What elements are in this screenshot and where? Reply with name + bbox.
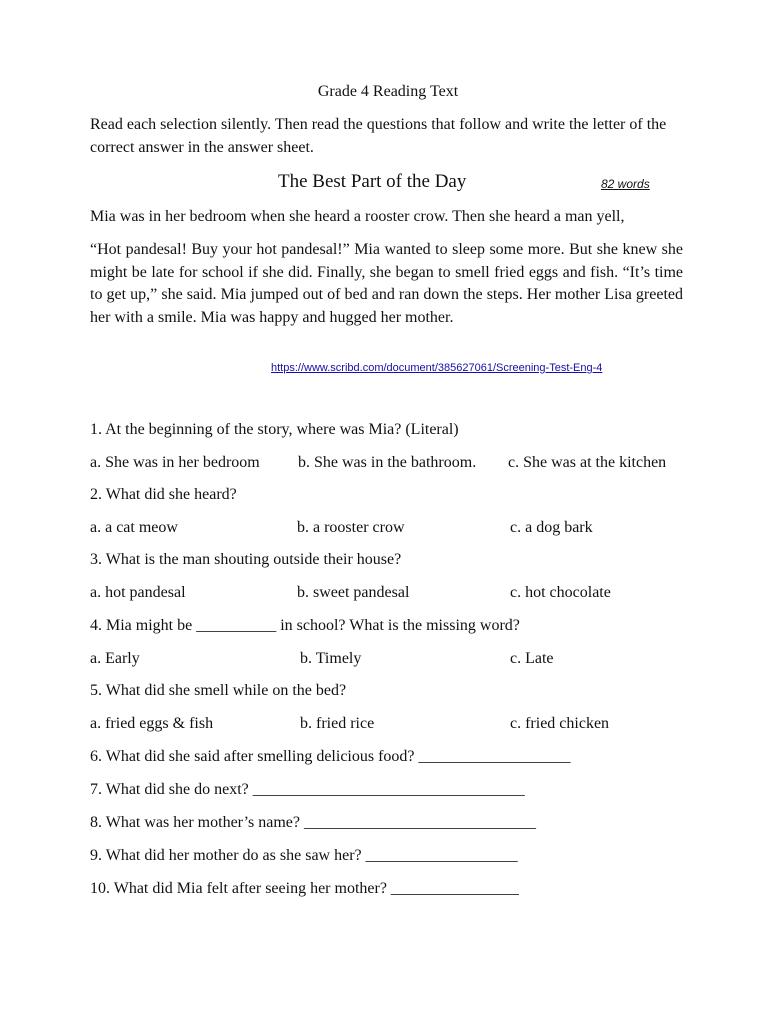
choices-1 — [90, 454, 690, 478]
choice-5c: c. fried chicken — [510, 715, 610, 732]
choices-2 — [90, 519, 690, 543]
question-8: 8. What was her mother’s name? _____________________________ — [90, 814, 537, 831]
instructions: Read each selection silently. Then read the questions that follow and write the letter of the correct answer in the answer sheet. — [90, 116, 667, 156]
story-body: “Hot pandesal! Buy your hot pandesal!” Mia wanted to sleep some more. But she knew she might be late for school if she did. Finally, she began to smell fried eggs and fish. “It’s time to get up,” she said. Mia jumped out of bed and ran down the steps. Her mother Lisa greeted her with a smile. Mia was happy and hugged her mother. — [90, 241, 683, 326]
question-6: 6. What did she said after smelling delicious food? ___________________ — [90, 748, 571, 765]
choice-1c: c. She was at the kitchen — [508, 454, 667, 471]
choice-4c: c. Late — [510, 650, 554, 667]
word-count: 82 words — [601, 177, 650, 191]
source-link[interactable]: https://www.scribd.com/document/385627061/Screening-Test-Eng-4 — [271, 362, 603, 374]
choice-2c: c. a dog bark — [510, 519, 593, 536]
choices-4 — [90, 650, 690, 674]
question-5: 5. What did she smell while on the bed? — [90, 682, 347, 699]
choice-4b: b. Timely — [300, 650, 362, 667]
choice-4a: a. Early — [90, 650, 140, 667]
page-title: Grade 4 Reading Text — [317, 83, 459, 100]
choice-5a: a. fried eggs & fish — [90, 715, 214, 732]
choice-1a: a. She was in her bedroom — [90, 454, 260, 471]
story-first-line: Mia was in her bedroom when she heard a rooster crow. Then she heard a man yell, — [90, 208, 625, 225]
choices-3 — [90, 584, 690, 608]
question-4: 4. Mia might be __________ in school? What is the missing word? — [90, 617, 520, 634]
choice-3a: a. hot pandesal — [90, 584, 186, 601]
choice-2b: b. a rooster crow — [297, 519, 405, 536]
story-title: The Best Part of the Day — [278, 171, 467, 192]
choice-3c: c. hot chocolate — [510, 584, 611, 601]
choice-1b: b. She was in the bathroom. — [298, 454, 477, 471]
choices-5 — [90, 715, 690, 739]
question-10: 10. What did Mia felt after seeing her mother? ________________ — [90, 880, 519, 897]
question-3: 3. What is the man shouting outside their house? — [90, 551, 402, 568]
question-9: 9. What did her mother do as she saw her? ___________________ — [90, 847, 518, 864]
choice-3b: b. sweet pandesal — [297, 584, 410, 601]
question-7: 7. What did she do next? __________________________________ — [90, 781, 525, 798]
question-1: 1. At the beginning of the story, where was Mia? (Literal) — [90, 421, 459, 438]
choice-5b: b. fried rice — [300, 715, 375, 732]
choice-2a: a. a cat meow — [90, 519, 178, 536]
question-2: 2. What did she heard? — [90, 486, 237, 503]
